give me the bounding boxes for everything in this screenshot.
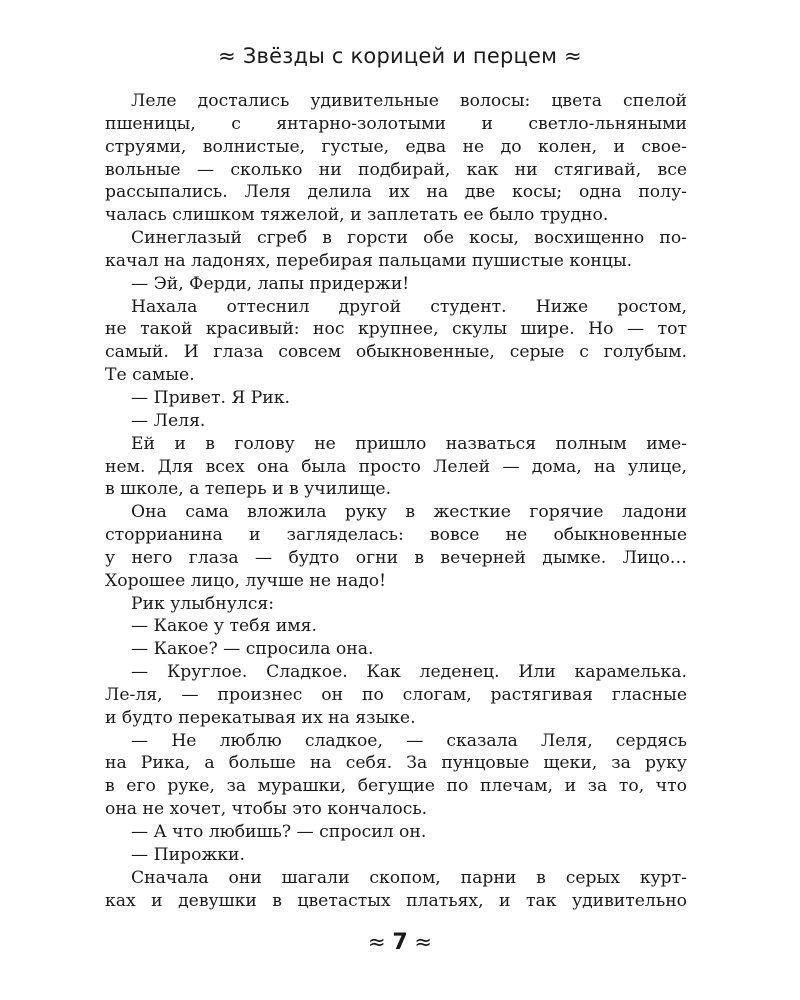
text-line: и будто перекатывая их на языке. — [105, 707, 416, 728]
text-line: вольные — сколько ни подбирай, как ни стягивай, все — [105, 159, 687, 180]
text-line: в школе, а теперь и в училище. — [105, 479, 392, 500]
text-line: — Эй, Ферди, лапы придержи! — [131, 273, 410, 294]
text-line: не такой красивый: нос крупнее, скулы шире. Но — тот — [105, 319, 687, 340]
text-line: Те самые. — [105, 365, 195, 386]
text-line: Нахала оттеснил другой студент. Ниже ростом, — [131, 296, 687, 317]
text-line: Ле-ля, — произнес он по слогам, растягивая гласные — [105, 684, 687, 705]
text-line: у него глаза — будто огни в вечерней дымке. Лицо… — [105, 547, 687, 568]
folio-ornament-right: ≈ — [414, 930, 432, 954]
folio-number: 7 — [392, 930, 408, 955]
text-line: — Не люблю сладкое, — сказала Леля, сердясь — [131, 730, 687, 751]
text-line: на Рика, а больше на себя. За пунцовые щеки, за руку — [105, 753, 687, 774]
text-line: — Какое у тебя имя. — [131, 616, 317, 637]
page-number — [0, 930, 800, 955]
text-line: Она сама вложила руку в жесткие горячие ладони — [131, 502, 687, 523]
text-line: Рик улыбнулся: — [131, 593, 275, 614]
text-line: ках и девушки в цветастых платьях, и так удивительно — [105, 890, 687, 911]
text-line: чалась слишком тяжелой, и заплетать ее было трудно. — [105, 205, 609, 226]
folio-ornament-left: ≈ — [368, 930, 386, 954]
text-line: Сначала они шагали скопом, парни в серых курт- — [131, 867, 687, 888]
text-line: Синеглазый сгреб в горсти обе косы, восхищенно по- — [131, 228, 687, 249]
body-text — [105, 90, 687, 912]
text-line: струями, волнистые, густые, едва не до колен, и свое- — [105, 136, 687, 157]
text-line: — Круглое. Сладкое. Как леденец. Или карамелька. — [131, 662, 687, 683]
text-line: рассыпались. Леля делила их на две косы; одна полу- — [105, 182, 687, 203]
text-line: Леле достались удивительные волосы: цвета спелой — [131, 91, 687, 111]
text-line: пшеницы, с янтарно-золотыми и светло-льняными — [105, 113, 687, 134]
text-line: самый. И глаза совсем обыкновенные, серые с голубым. — [105, 342, 687, 363]
text-line: в его руке, за мурашки, бегущие по плечам, и за то, что — [105, 776, 687, 797]
text-line: сторрианина и загляделась: вовсе не обыкновенные — [105, 525, 687, 546]
text-line: — Привет. Я Рик. — [131, 387, 290, 408]
text-line: — А что любишь? — спросил он. — [131, 822, 427, 842]
text-line: она не хочет, чтобы это кончалось. — [105, 799, 428, 820]
text-line: качал на ладонях, перебирая пальцами пушистые концы. — [105, 250, 633, 271]
running-head: ≈ Звёзды с корицей и перцем ≈ — [218, 44, 582, 68]
text-line: Хорошее лицо, лучше не надо! — [105, 570, 387, 591]
text-line: — Какое? — спросила она. — [131, 639, 374, 660]
text-line: Ей и в голову не пришло назваться полным име- — [131, 433, 687, 454]
text-line: — Леля. — [131, 410, 206, 431]
text-line: — Пирожки. — [131, 844, 245, 865]
text-line: нем. Для всех она была просто Лелей — дома, на улице, — [105, 456, 687, 477]
